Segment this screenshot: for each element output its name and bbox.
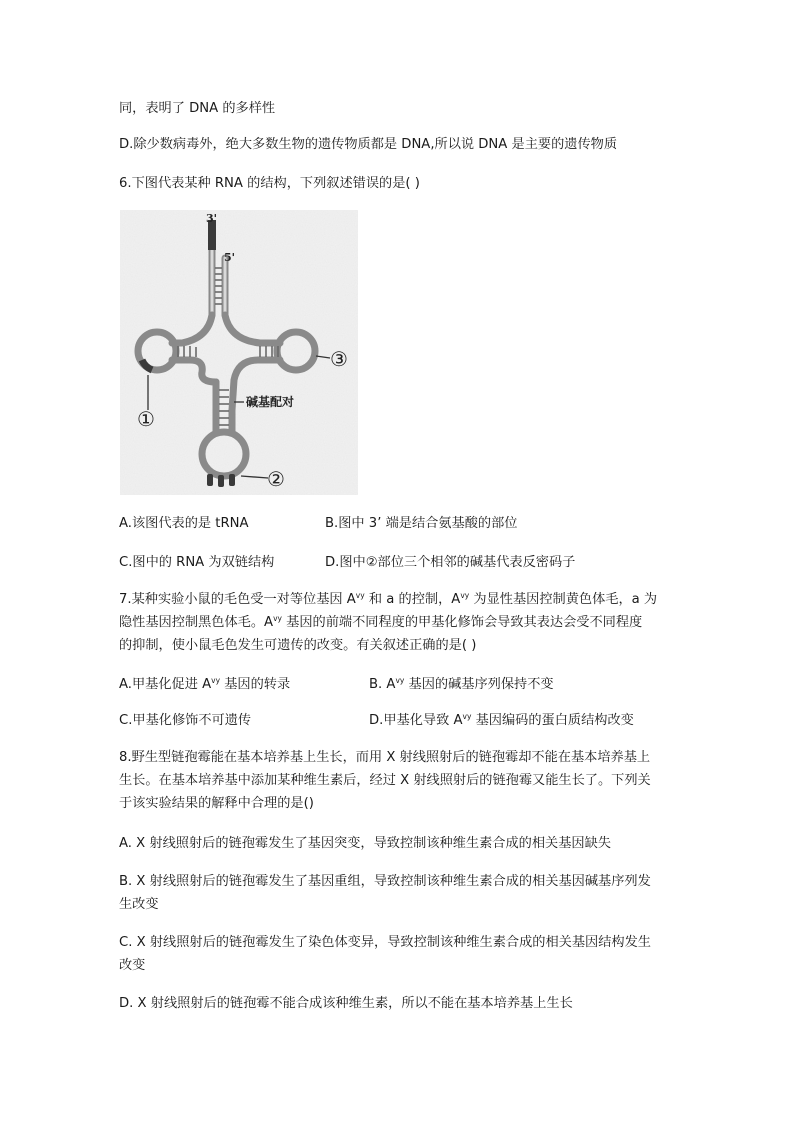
q8-option-b-line-2: 生改变	[119, 897, 159, 912]
q6-option-a: A.该图代表的是 tRNA	[119, 516, 249, 531]
marker-2: ②	[267, 467, 285, 491]
q6-option-d: D.图中②部位三个相邻的碱基代表反密码子	[325, 555, 576, 570]
q7-stem-line-1: 7.某种实验小鼠的毛色受一对等位基因 $A^{vy}$ 和 a 的控制，$A^{vy}$ 为显性基因控制黄色体毛，a 为	[119, 591, 658, 607]
q8-option-c-line-1: C. X 射线照射后的链孢霉发生了染色体变异，导致控制该种维生素合成的相关基因结构发生	[119, 935, 651, 950]
q7-option-c: C.甲基化修饰不可遗传	[119, 713, 252, 728]
intro-line-1: 同，表明了 DNA 的多样性	[119, 101, 276, 116]
figure-texture	[120, 210, 358, 495]
anticodon-bases	[207, 474, 235, 487]
q7-option-a: A.甲基化促进 $A^{vy}$ 基因的转录	[119, 676, 291, 692]
trna-diagram	[120, 210, 358, 495]
q6-option-b: B.图中 3’ 端是结合氨基酸的部位	[325, 516, 518, 531]
q6-option-c: C.图中的 RNA 为双链结构	[119, 555, 275, 570]
marker-3: ③	[330, 347, 348, 371]
q6-stem: 6.下图代表某种 RNA 的结构，下列叙述错误的是( )	[119, 176, 420, 191]
q7-stem-line-3: 的抑制，使小鼠毛色发生可遗传的改变。有关叙述正确的是( )	[119, 638, 477, 653]
q8-option-d: D. X 射线照射后的链孢霉不能合成该种维生素，所以不能在基本培养基上生长	[119, 996, 573, 1011]
marker-1: ①	[137, 407, 155, 431]
q8-stem-line-1: 8.野生型链孢霉能在基本培养基上生长，而用 X 射线照射后的链孢霉却不能在基本培养基上	[119, 750, 651, 765]
q8-option-a: A. X 射线照射后的链孢霉发生了基因突变，导致控制该种维生素合成的相关基因缺失	[119, 836, 611, 851]
q7-option-d: D.甲基化导致 $A^{vy}$ 基因编码的蛋白质结构改变	[369, 712, 634, 728]
label-3prime: 3'	[206, 212, 218, 225]
q8-option-c-line-2: 改变	[119, 958, 146, 973]
option-d-prev-question: D.除少数病毒外，绝大多数生物的遗传物质都是 DNA,所以说 DNA 是主要的遗传物质	[119, 137, 618, 152]
q8-stem-line-2: 生长。在基本培养基中添加某种维生素后，经过 X 射线照射后的链孢霉又能生长了。下列关	[119, 773, 651, 788]
trna-figure	[120, 210, 358, 495]
label-base-pairing: 碱基配对	[246, 395, 295, 409]
q7-stem-line-2: 隐性基因控制黑色体毛。$A^{vy}$ 基因的前端不同程度的甲基化修饰会导致其表达会受不同程度	[119, 614, 643, 630]
q8-stem-line-3: 于该实验结果的解释中合理的是()	[119, 796, 314, 811]
q8-option-b-line-1: B. X 射线照射后的链孢霉发生了基因重组，导致控制该种维生素合成的相关基因碱基序列发	[119, 874, 651, 889]
label-5prime: 5'	[224, 251, 236, 264]
q7-option-b: B. $A^{vy}$ 基因的碱基序列保持不变	[369, 676, 554, 692]
